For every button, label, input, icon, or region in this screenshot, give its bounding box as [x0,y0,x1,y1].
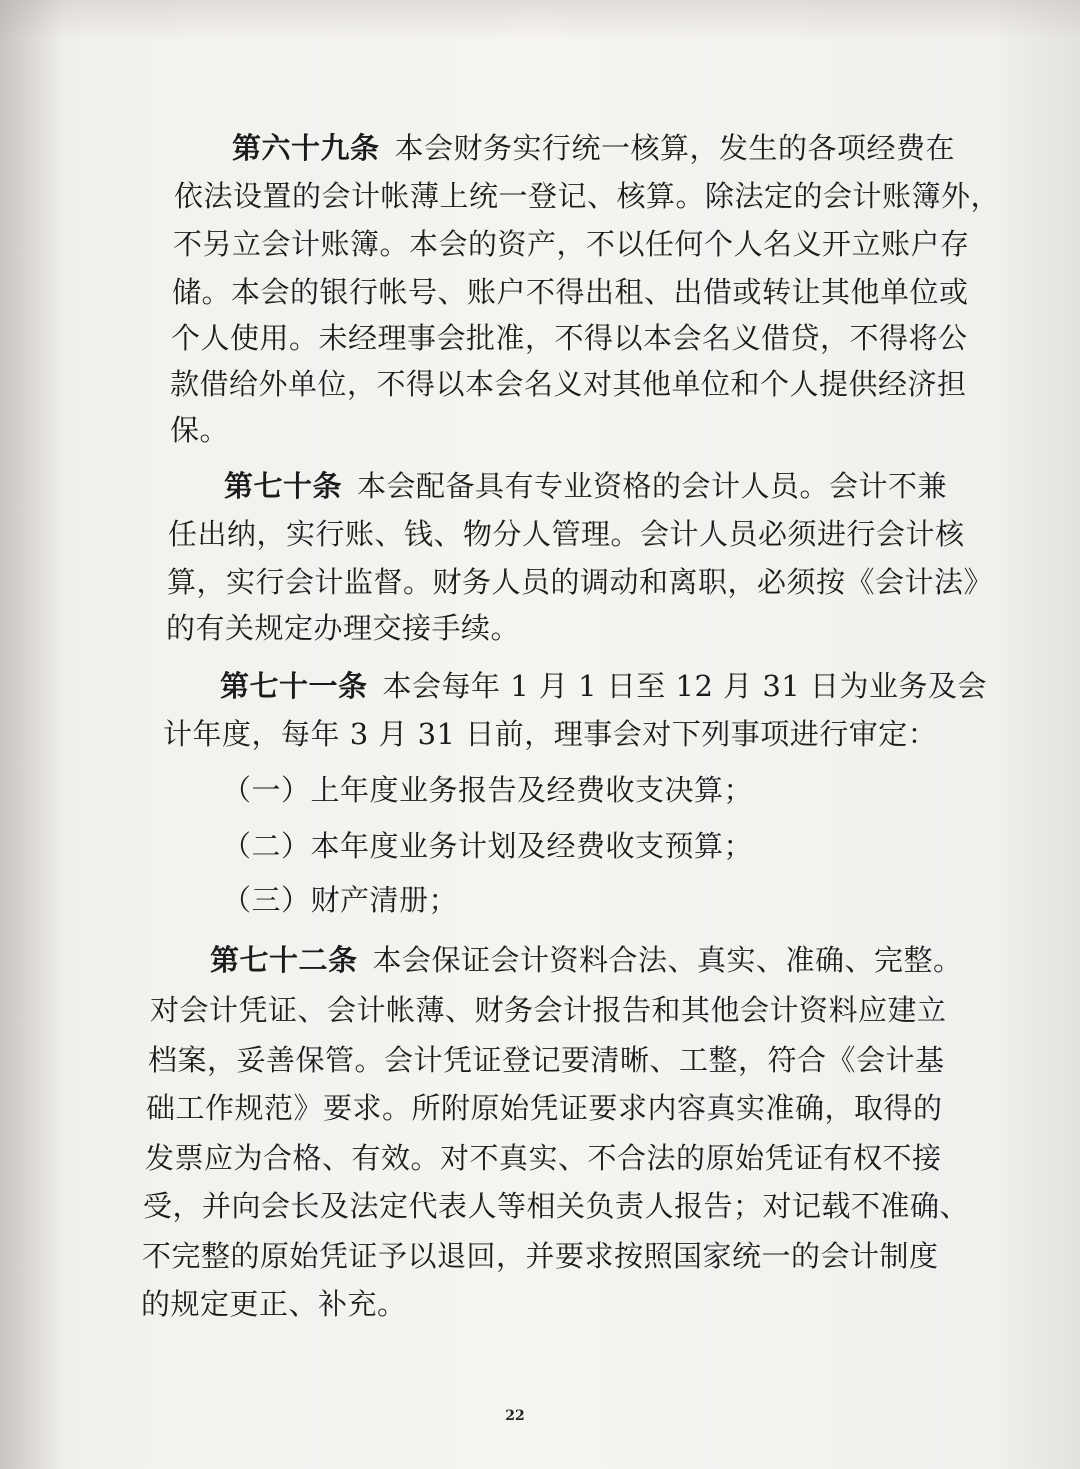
article-71-item-2: （二）本年度业务计划及经费收支预算； [222,829,754,863]
article-72-line-6: 受，并向会长及法定代表人等相关负责人报告；对记载不准确、 [143,1189,970,1223]
article-70-line-2: 任出纳，实行账、钱、物分人管理。会计人员必须进行会计核 [168,517,965,551]
article-70-line-3: 算，实行会计监督。财务人员的调动和离职，必须按《会计法》 [167,565,994,599]
page-number: 22 [505,1408,525,1424]
article-72-line-1: 第七十二条 本会保证会计资料合法、真实、准确、完整。 [210,943,963,977]
article-69-heading: 第六十九条 [232,131,380,165]
article-69-line-7: 保。 [170,413,230,447]
article-72-line-4: 础工作规范》要求。所附原始凭证要求内容真实准确，取得的 [146,1091,943,1125]
article-70-heading: 第七十条 [224,469,343,503]
page-top-shadow [0,0,1080,40]
article-71-line-1: 第七十一条 本会每年 1 月 1 日至 12 月 31 日为业务及会 [220,669,987,703]
article-69-line-2: 依法设置的会计帐薄上统一登记、核算。除法定的会计账簿外， [174,179,1001,213]
article-69-line-1: 第六十九条 本会财务实行统一核算，发生的各项经费在 [232,131,956,165]
article-72-heading: 第七十二条 [210,943,358,977]
article-70-line-4: 的有关规定办理交接手续。 [166,611,521,645]
article-69-line-5: 个人使用。未经理事会批准，不得以本会名义借贷，不得将公 [171,321,968,355]
page-edge-shadow [0,0,60,1469]
article-71-item-1: （一）上年度业务报告及经费收支决算； [222,773,754,807]
article-72-line-8: 的规定更正、补充。 [141,1287,407,1321]
article-71-item-3: （三）财产清册； [222,883,459,917]
article-72-line-7: 不完整的原始凭证予以退回，并要求按照国家统一的会计制度 [142,1239,939,1273]
article-71-heading: 第七十一条 [220,669,368,703]
article-72-line-2: 对会计凭证、会计帐薄、财务会计报告和其他会计资料应建立 [150,993,947,1027]
article-69-line-3: 不另立会计账簿。本会的资产，不以任何个人名义开立账户存 [173,227,970,261]
article-69-line-4: 储。本会的银行帐号、账户不得出租、出借或转让其他单位或 [172,275,969,309]
article-71-line-2: 计年度，每年 3 月 31 日前，理事会对下列事项进行审定： [163,717,938,751]
article-72-line-3: 档案，妥善保管。会计凭证登记要清晰、工整，符合《会计基 [148,1043,945,1077]
article-72-line-5: 发票应为合格、有效。对不真实、不合法的原始凭证有权不接 [145,1141,942,1175]
article-70-line-1: 第七十条 本会配备具有专业资格的会计人员。会计不兼 [224,469,948,503]
article-69-line-6: 款借给外单位，不得以本会名义对其他单位和个人提供经济担 [170,367,967,401]
